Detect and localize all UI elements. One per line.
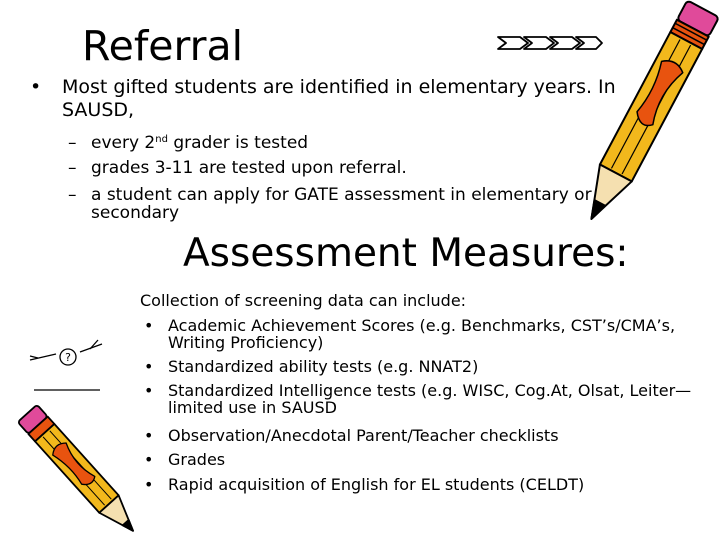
sub-bullet (68, 159, 648, 177)
list-item (140, 451, 700, 468)
list-item (140, 427, 700, 444)
list-item-text: Standardized Intelligence tests (e.g. WISC, Cog.At, Olsat, Leiter—limited use in SAUSD (168, 381, 692, 417)
slide-title: Referral (82, 22, 244, 70)
bullet-marker: • (144, 381, 154, 400)
collection-intro: Collection of screening data can include: (140, 291, 467, 310)
sub-bullet (68, 186, 648, 222)
sub-bullet-text (91, 134, 648, 152)
list-item (140, 382, 700, 416)
list-item (140, 476, 700, 493)
sub-bullet-text-part: every 2 (91, 133, 156, 153)
bullet-marker: • (144, 316, 154, 335)
intro-bullet-text: Most gifted students are identified in elementary years. In SAUSD, (62, 76, 616, 121)
dash-marker: – (68, 185, 77, 205)
sub-bullet-text-part: grader is tested (167, 133, 309, 153)
bullet-marker: • (144, 357, 154, 376)
superscript: nd (155, 134, 168, 145)
pencil-icon (6, 400, 156, 540)
bullet-marker: • (144, 475, 154, 494)
sub-bullet-text: a student can apply for GATE assessment in elementary or secondary (91, 185, 592, 223)
list-item-text: Grades (168, 450, 226, 469)
bullet-marker: • (144, 426, 154, 445)
list-item-text: Standardized ability tests (e.g. NNAT2) (168, 357, 479, 376)
dash-marker: – (68, 158, 77, 178)
bullet-marker: • (144, 450, 154, 469)
question-mark: ? (65, 351, 71, 364)
list-item-text: Observation/Anecdotal Parent/Teacher checklists (168, 426, 559, 445)
bullet-marker: • (30, 76, 42, 98)
dash-marker: – (68, 133, 77, 153)
question-figure-icon (26, 330, 106, 400)
intro-bullet (30, 76, 630, 122)
section-title: Assessment Measures: (183, 231, 629, 276)
sub-bullet (68, 134, 648, 152)
list-item (140, 358, 700, 375)
list-item-text: Rapid acquisition of English for EL students (CELDT) (168, 475, 585, 494)
sub-bullet-text: grades 3-11 are tested upon referral. (91, 158, 407, 178)
list-item (140, 317, 700, 351)
list-item-text: Academic Achievement Scores (e.g. Benchmarks, CST’s/CMA’s, Writing Proficiency) (168, 316, 676, 352)
